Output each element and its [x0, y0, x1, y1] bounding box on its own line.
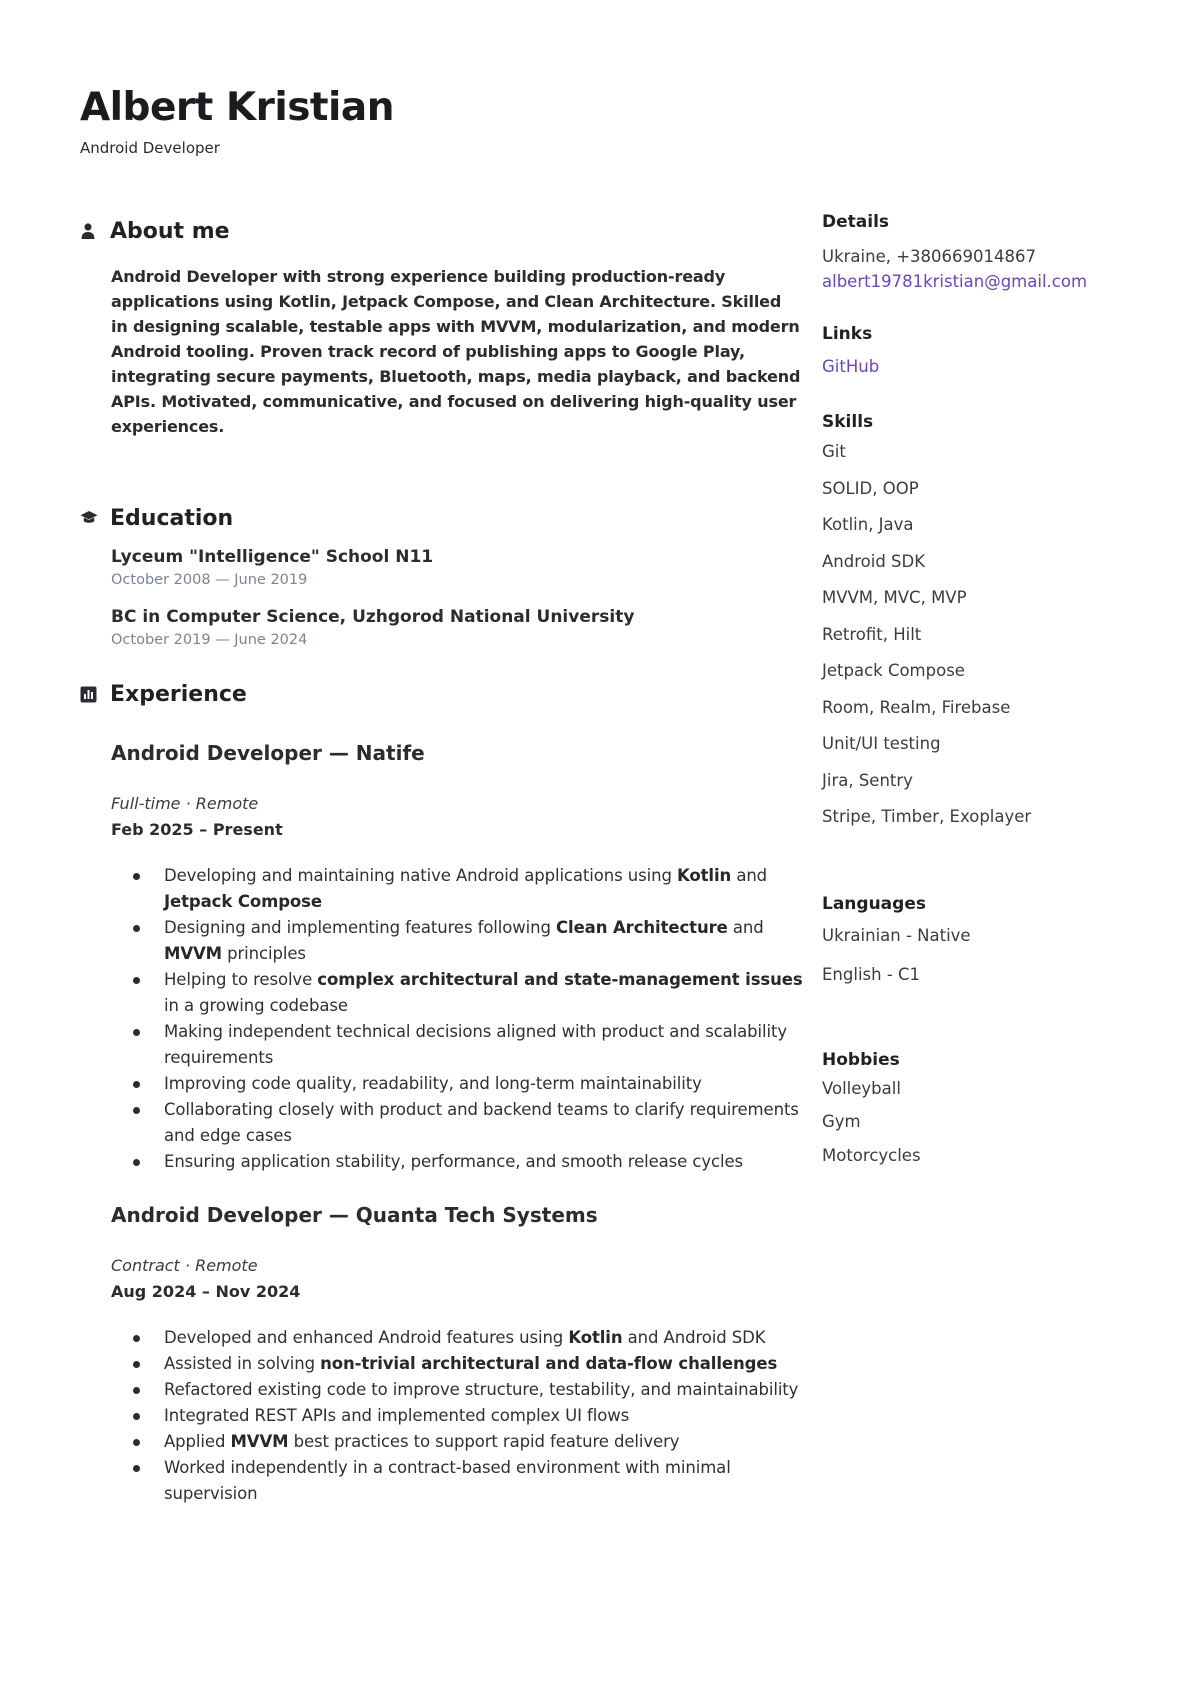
- skill-item: Kotlin, Java: [822, 515, 914, 534]
- education-list: [111, 545, 800, 651]
- education-item-dates: October 2019 — June 2024: [111, 632, 308, 648]
- bullet-emphasis: non-trivial architectural and data-flow challenges: [320, 1354, 778, 1373]
- experience-heading: [80, 677, 800, 711]
- github-link[interactable]: GitHub: [822, 357, 880, 376]
- education-item-title: BC in Computer Science, Uzhgorod National University: [111, 607, 635, 627]
- skill-item: Unit/UI testing: [822, 734, 941, 753]
- job-entry-dates: Aug 2024 – Nov 2024: [111, 1282, 301, 1301]
- job-bullet: Applied MVVM best practices to support rapid feature delivery: [164, 1429, 804, 1455]
- languages-list: [822, 916, 1152, 994]
- job-bullet: Developed and enhanced Android features using Kotlin and Android SDK: [164, 1325, 804, 1351]
- education-item-title: Lyceum "Intelligence" School N11: [111, 547, 434, 567]
- skill-item: Git: [822, 442, 846, 461]
- education-title: Education: [110, 505, 234, 531]
- bullet-emphasis: Kotlin: [568, 1328, 623, 1347]
- bullet-emphasis: MVVM: [230, 1432, 289, 1451]
- job-bullet: Worked independently in a contract-based environment with minimal supervision: [164, 1455, 804, 1507]
- skill-item: Retrofit, Hilt: [822, 624, 922, 644]
- education-heading: [80, 501, 800, 535]
- skill-item: SOLID, OOP: [822, 478, 919, 498]
- hobby-item: Gym: [822, 1112, 861, 1131]
- bullet-emphasis: Clean Architecture: [556, 918, 728, 937]
- language-item: Ukrainian - Native: [822, 925, 971, 945]
- job-bullet: Ensuring application stability, performance, and smooth release cycles: [164, 1149, 804, 1175]
- details-section: [822, 210, 1152, 294]
- about-section: [80, 214, 800, 439]
- hobbies-list: [822, 1072, 1152, 1173]
- job-bullet: Making independent technical decisions aligned with product and scalability requirements: [164, 1019, 804, 1071]
- about-heading: [80, 214, 800, 248]
- experience-title: Experience: [110, 681, 247, 707]
- links-heading: Links: [822, 324, 873, 344]
- bullet-emphasis: MVVM: [164, 944, 222, 963]
- person-icon: [80, 222, 110, 240]
- job-bullet: Improving code quality, readability, and long-term maintainability: [164, 1071, 804, 1097]
- briefcase-chart-icon: [80, 686, 110, 703]
- hobbies-heading: Hobbies: [822, 1049, 900, 1070]
- bullet-emphasis: Kotlin: [676, 866, 732, 885]
- job-entry-title: Android Developer — Quanta Tech Systems: [111, 1203, 598, 1227]
- hobbies-section: [822, 1048, 1152, 1173]
- graduation-cap-icon: [80, 510, 110, 526]
- education-item-dates: October 2008 — June 2019: [111, 572, 308, 588]
- job-bullet-list: [111, 863, 804, 1175]
- job-bullet: Helping to resolve complex architectural and state-management issues in a growing codebase: [164, 967, 804, 1019]
- education-section: [80, 501, 800, 651]
- candidate-name: Albert Kristian: [80, 85, 395, 130]
- skill-item: Room, Realm, Firebase: [822, 697, 1011, 717]
- hobby-item: Volleyball: [822, 1078, 901, 1098]
- job-entry: [111, 739, 803, 1175]
- languages-section: [822, 892, 1152, 994]
- skill-item: Android SDK: [822, 551, 926, 571]
- bullet-emphasis: complex architectural and state-management issues: [317, 970, 803, 989]
- job-entry-dates: Feb 2025 – Present: [111, 820, 283, 839]
- skill-item: Jira, Sentry: [822, 770, 913, 790]
- skills-section: [822, 410, 1152, 836]
- links-section: [822, 322, 1152, 379]
- job-bullet: Refactored existing code to improve structure, testability, and maintainability: [164, 1377, 804, 1403]
- skills-list: [822, 434, 1152, 836]
- education-item: [111, 605, 800, 651]
- skill-item: Jetpack Compose: [822, 661, 965, 680]
- job-entry-title: Android Developer — Natife: [111, 741, 425, 765]
- details-heading: Details: [822, 212, 890, 232]
- job-title: Android Developer: [80, 139, 220, 157]
- main-column: [80, 214, 803, 1507]
- job-bullet: Developing and maintaining native Android applications using Kotlin and Jetpack Compose: [164, 863, 804, 915]
- experience-section: [80, 677, 803, 1507]
- job-bullet: Assisted in solving non-trivial architectural and data-flow challenges: [164, 1351, 804, 1377]
- job-bullet: Designing and implementing features following Clean Architecture and MVVM principles: [164, 915, 804, 967]
- sidebar: [822, 210, 1152, 1172]
- hobby-item: Motorcycles: [822, 1145, 921, 1165]
- bullet-emphasis: Jetpack Compose: [164, 892, 322, 911]
- language-item: English - C1: [822, 964, 921, 984]
- job-entry-meta: Contract · Remote: [111, 1256, 258, 1275]
- job-entry-meta: Full-time · Remote: [111, 794, 259, 813]
- about-text: Android Developer with strong experience building production-ready applications using Kotlin, Jetpack Compose, and Clean Architecture. Skilled in designing scalable, testable apps with MVVM, modularization, and modern Android tooling. Proven track record of publishing apps to Google Play, integrating secure payments, Bluetooth, maps, media playback, and backend APIs. Motivated, communicative, and focused on delivering high-quality user experiences.: [111, 267, 801, 436]
- location-phone: Ukraine, +380669014867: [822, 247, 1037, 266]
- education-item: [111, 545, 800, 591]
- job-bullet: Integrated REST APIs and implemented complex UI flows: [164, 1403, 804, 1429]
- email-link[interactable]: albert19781kristian@gmail.com: [822, 272, 1088, 291]
- languages-heading: Languages: [822, 893, 926, 914]
- job-bullet: Collaborating closely with product and backend teams to clarify requirements and edge cases: [164, 1097, 804, 1149]
- skill-item: MVVM, MVC, MVP: [822, 588, 967, 607]
- job-bullet-list: [111, 1325, 804, 1507]
- about-title: About me: [110, 218, 230, 244]
- job-entry: [111, 1201, 800, 1507]
- skills-heading: Skills: [822, 412, 874, 432]
- skill-item: Stripe, Timber, Exoplayer: [822, 807, 1032, 826]
